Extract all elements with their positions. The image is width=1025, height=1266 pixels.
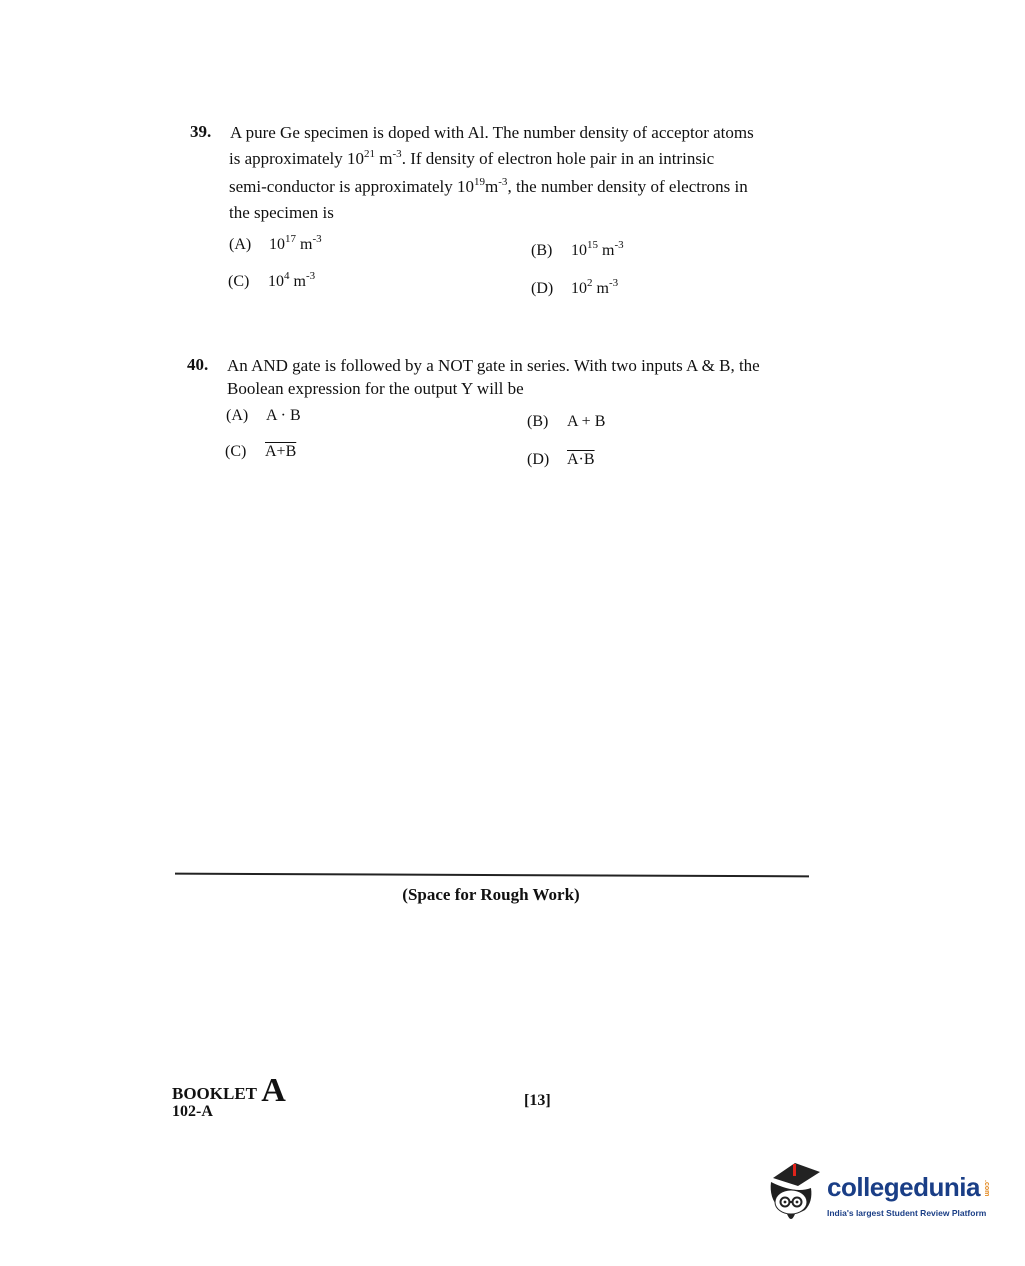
rough-work-divider xyxy=(175,873,809,878)
brand-tagline: India's largest Student Review Platform xyxy=(827,1208,987,1218)
option-c[interactable]: (C) $10^4$ $m^{-3}$ xyxy=(228,270,316,290)
option-c[interactable]: (C) A+B xyxy=(225,443,297,460)
brand-name: collegedunia xyxy=(827,1172,980,1202)
question-number: 39. xyxy=(190,122,212,141)
mascot-icon xyxy=(765,1158,825,1228)
option-b[interactable]: (B) A + B xyxy=(527,413,606,430)
option-d[interactable]: (D) $10^2$ $m^{-3}$ xyxy=(531,277,619,297)
question-text-line: the specimen is xyxy=(229,203,334,222)
question-text-line: An AND gate is followed by a NOT gate in series. With two inputs A & B, the xyxy=(227,356,760,375)
page-number: [13] xyxy=(524,1092,551,1109)
option-b[interactable]: (B) $10^{15}$ $m^{-3}$ xyxy=(531,239,624,259)
question-number: 40. xyxy=(187,355,209,374)
question-text-line: is approximately $10^{21}$ $m^{-3}$. If density of electron hole pair in an intrinsic xyxy=(229,148,715,168)
booklet-label: BOOKLET A xyxy=(172,1072,286,1109)
collegedunia-logo xyxy=(765,1158,997,1228)
booklet-letter: A xyxy=(261,1072,286,1109)
option-a[interactable]: (A) $10^{17}$ $m^{-3}$ xyxy=(229,233,322,253)
question-text-line: semi-conductor is approximately $10^{19}m^{-3}$, the number density of electrons in xyxy=(229,176,748,196)
question-text-line: A pure Ge specimen is doped with Al. The number density of acceptor atoms xyxy=(230,123,754,142)
rough-work-label: (Space for Rough Work) xyxy=(402,885,580,904)
booklet-code: 102-A xyxy=(172,1103,213,1120)
option-a[interactable]: (A) A · B xyxy=(226,407,301,424)
brand-suffix: .com xyxy=(983,1180,990,1197)
option-d[interactable]: (D) A·B xyxy=(527,451,595,468)
question-text-line: Boolean expression for the output Y will be xyxy=(227,379,524,398)
